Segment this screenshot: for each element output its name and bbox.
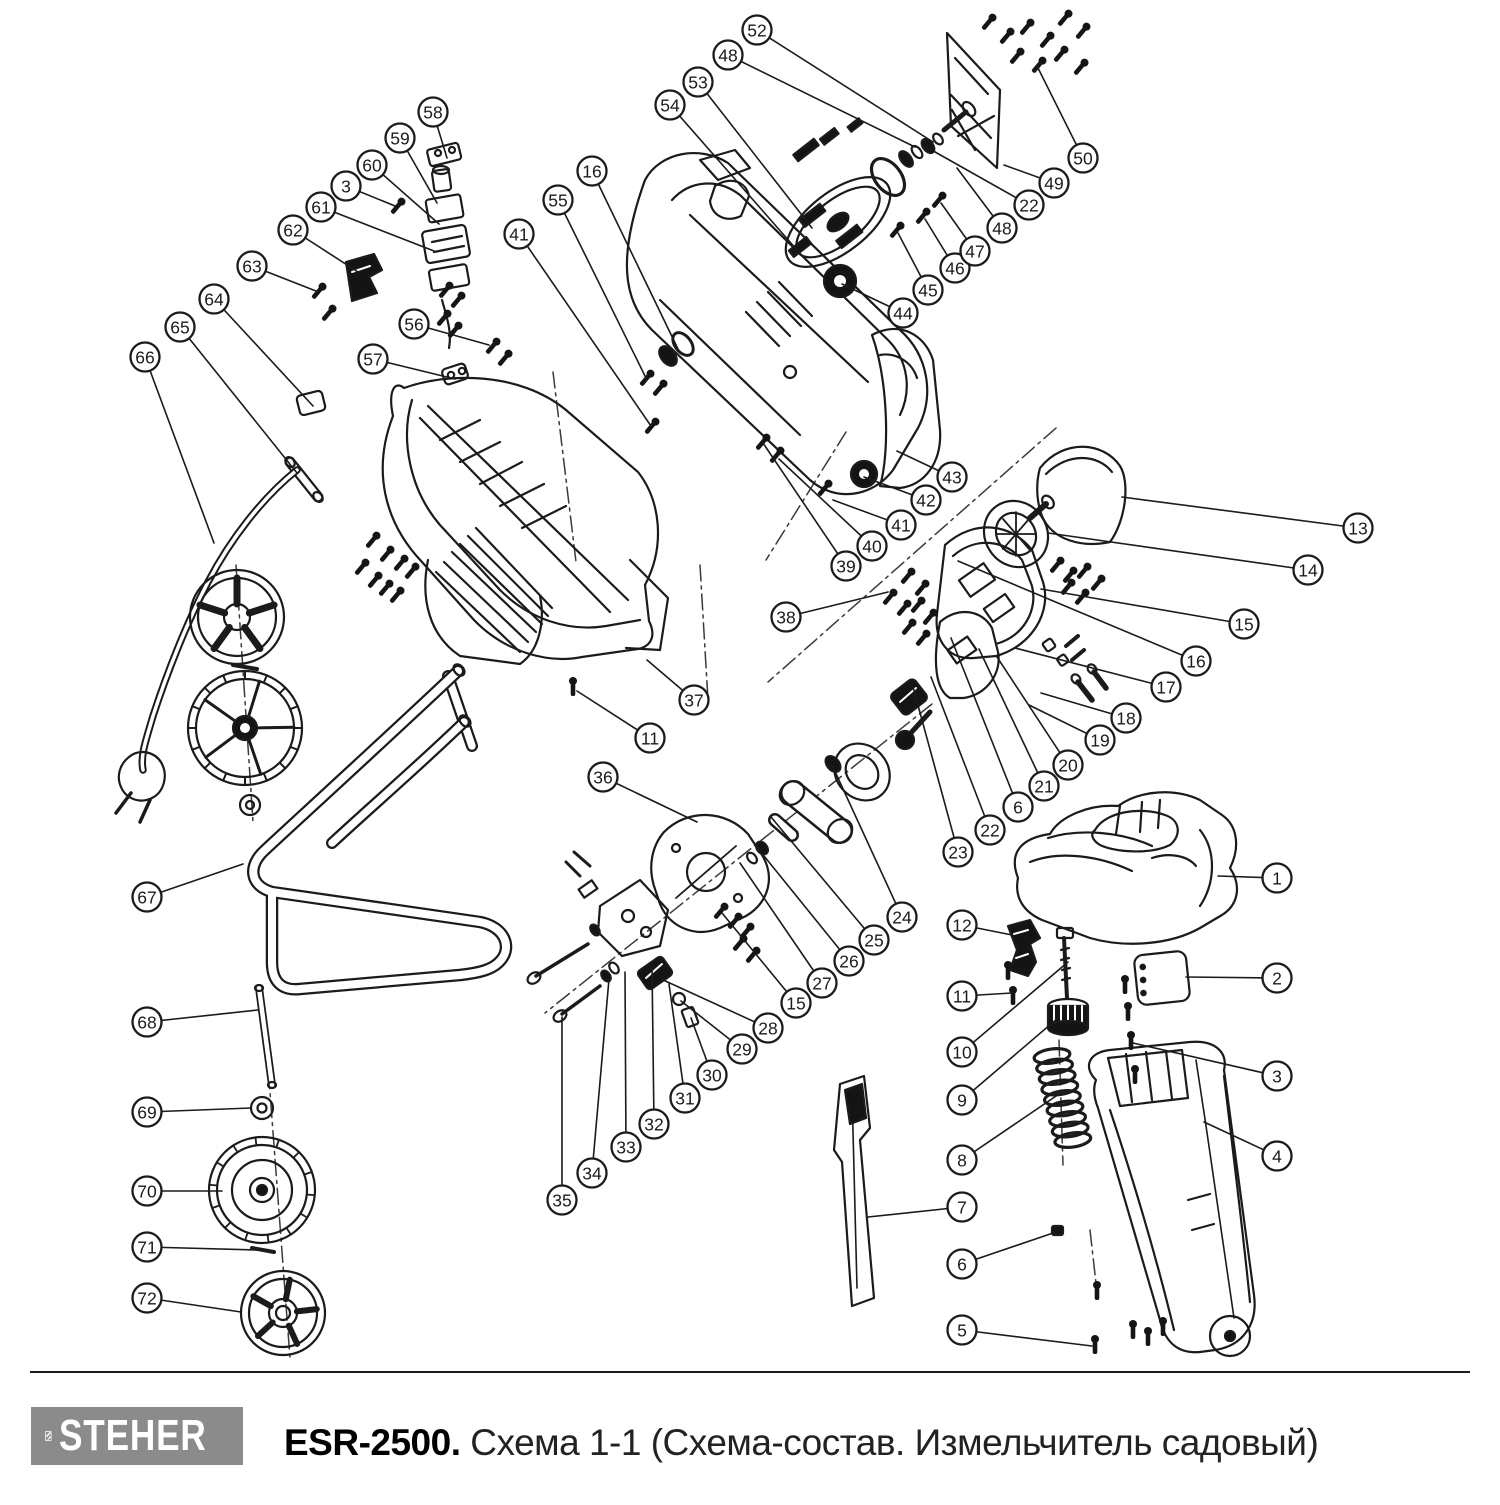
- screw: [1075, 561, 1093, 581]
- screw: [651, 378, 669, 398]
- callout-3-2: [1133, 1043, 1292, 1091]
- steher-stripes-icon: [45, 1417, 52, 1455]
- svg-text:11: 11: [640, 728, 660, 749]
- diagram-title: [284, 1422, 1318, 1464]
- svg-text:48: 48: [992, 218, 1012, 239]
- bracket-62: [346, 254, 382, 301]
- svg-text:59: 59: [390, 128, 410, 149]
- shaft-washers: [793, 118, 945, 201]
- svg-text:13: 13: [1348, 518, 1368, 539]
- callout-55-59: [544, 186, 648, 381]
- screw: [1159, 1317, 1167, 1336]
- callout-36-37: [589, 763, 698, 823]
- svg-text:53: 53: [688, 72, 708, 93]
- hopper-housing: [383, 378, 668, 749]
- svg-text:8: 8: [957, 1150, 967, 1171]
- callout-69-75: [133, 1098, 252, 1127]
- svg-text:67: 67: [137, 887, 157, 908]
- screw: [1018, 17, 1036, 37]
- svg-text:70: 70: [137, 1181, 157, 1202]
- svg-text:17: 17: [1156, 677, 1176, 698]
- footer-divider: [30, 1371, 1470, 1373]
- svg-text:62: 62: [283, 220, 303, 241]
- screw: [1074, 21, 1092, 41]
- screw: [895, 598, 913, 618]
- callout-37-38: [647, 660, 709, 715]
- svg-text:28: 28: [758, 1018, 778, 1039]
- svg-text:6: 6: [1013, 797, 1023, 818]
- callout-33-34: [612, 972, 641, 1162]
- svg-text:40: 40: [862, 536, 882, 557]
- flap-2: [1134, 950, 1191, 1005]
- svg-text:69: 69: [137, 1102, 157, 1123]
- callout-48-55: [714, 41, 916, 148]
- screw: [914, 206, 932, 226]
- cable-clamp-57: [441, 363, 469, 386]
- svg-text:5: 5: [957, 1320, 967, 1341]
- screw: [353, 557, 371, 577]
- callout-45-47: [898, 233, 943, 305]
- callout-39-41: [763, 443, 861, 581]
- top-housing: [1015, 792, 1237, 943]
- svg-text:63: 63: [242, 256, 262, 277]
- callout-labels: [131, 16, 1373, 1347]
- svg-text:47: 47: [965, 241, 985, 262]
- callout-62-66: [279, 216, 359, 273]
- screw: [914, 628, 932, 648]
- svg-text:12: 12: [952, 915, 972, 936]
- screw: [1121, 975, 1129, 994]
- callout-30-31: [691, 1018, 727, 1090]
- screw: [569, 677, 577, 696]
- callout-19-18: [1029, 705, 1115, 755]
- svg-text:43: 43: [942, 467, 962, 488]
- callout-26-26: [760, 851, 864, 976]
- screw: [1056, 8, 1074, 28]
- callout-15-14: [1041, 589, 1259, 639]
- callout-52-54: [743, 16, 934, 143]
- screw: [388, 585, 406, 605]
- screw: [1009, 986, 1017, 1005]
- svg-text:50: 50: [1073, 148, 1093, 169]
- callout-15-28: [722, 913, 811, 1018]
- callout-4-3: [1204, 1122, 1292, 1171]
- callout-32-33: [640, 965, 669, 1139]
- callout-12-11: [948, 911, 1013, 940]
- callout-13-12: [1122, 497, 1373, 543]
- screw: [1008, 46, 1026, 66]
- screw: [1048, 555, 1066, 575]
- pusher-stick: [834, 1076, 874, 1306]
- svg-text:25: 25: [864, 930, 884, 951]
- screw: [366, 570, 384, 590]
- svg-text:7: 7: [957, 1197, 967, 1218]
- screw: [377, 578, 395, 598]
- svg-text:36: 36: [593, 767, 613, 788]
- svg-text:39: 39: [836, 556, 856, 577]
- svg-text:6: 6: [957, 1254, 967, 1275]
- screw: [378, 544, 396, 564]
- svg-text:27: 27: [812, 973, 832, 994]
- callout-11-39: [577, 691, 665, 753]
- svg-text:35: 35: [552, 1190, 572, 1211]
- screw: [1124, 1002, 1132, 1021]
- screw: [816, 478, 834, 498]
- svg-text:10: 10: [952, 1042, 972, 1063]
- callout-38-40: [772, 592, 889, 632]
- callout-63-67: [238, 252, 317, 292]
- callout-5-4: [948, 1316, 1093, 1347]
- callout-27-27: [740, 863, 837, 998]
- svg-text:31: 31: [675, 1088, 695, 1109]
- svg-text:64: 64: [204, 289, 224, 310]
- screw: [881, 587, 899, 607]
- callout-22-22: [931, 677, 1005, 845]
- svg-text:46: 46: [945, 258, 965, 279]
- callout-50-53: [1037, 66, 1098, 173]
- funnel-body: [1089, 1042, 1255, 1356]
- callout-57-72: [359, 345, 456, 380]
- screw: [1038, 30, 1056, 50]
- callout-2-1: [1186, 964, 1292, 993]
- svg-text:65: 65: [170, 317, 190, 338]
- svg-text:15: 15: [1234, 614, 1254, 635]
- svg-text:68: 68: [137, 1012, 157, 1033]
- svg-text:26: 26: [839, 951, 859, 972]
- svg-text:37: 37: [684, 690, 704, 711]
- callout-20-19: [997, 657, 1083, 780]
- screw: [320, 303, 338, 323]
- screw: [1131, 1065, 1139, 1084]
- steher-logo: [31, 1407, 243, 1465]
- callout-7-6: [868, 1193, 977, 1222]
- screw: [392, 553, 410, 573]
- svg-text:56: 56: [404, 314, 424, 335]
- screw: [1091, 1335, 1099, 1354]
- screw: [389, 196, 407, 216]
- screw: [1052, 44, 1070, 64]
- svg-text:45: 45: [918, 280, 938, 301]
- logo-wordmark: STEHER: [58, 1411, 207, 1460]
- screw: [484, 336, 502, 356]
- callout-16-15: [958, 561, 1211, 676]
- svg-text:41: 41: [891, 515, 911, 536]
- screw: [744, 945, 762, 965]
- svg-text:55: 55: [548, 190, 568, 211]
- svg-text:21: 21: [1034, 776, 1054, 797]
- svg-text:19: 19: [1090, 730, 1110, 751]
- callout-23-23: [913, 687, 973, 867]
- svg-text:23: 23: [948, 842, 968, 863]
- svg-text:33: 33: [616, 1137, 636, 1158]
- callout-21-20: [979, 649, 1059, 801]
- callout-48-50: [957, 168, 1017, 243]
- screw: [1129, 1320, 1137, 1339]
- svg-text:2: 2: [1272, 968, 1282, 989]
- svg-text:42: 42: [916, 490, 936, 511]
- svg-text:15: 15: [786, 993, 806, 1014]
- svg-text:29: 29: [732, 1039, 752, 1060]
- schema-caption: Схема 1-1 (Схема-состав. Измельчитель садовый): [460, 1422, 1319, 1463]
- svg-text:22: 22: [1019, 195, 1039, 216]
- screw: [930, 190, 948, 210]
- screw: [900, 617, 918, 637]
- lock-bolt-10: [1057, 928, 1073, 998]
- svg-text:3: 3: [341, 176, 351, 197]
- svg-text:4: 4: [1272, 1146, 1282, 1167]
- screw: [496, 348, 514, 368]
- callout-11-10: [948, 982, 1013, 1011]
- svg-text:48: 48: [718, 45, 738, 66]
- svg-text:22: 22: [980, 820, 1000, 841]
- svg-text:18: 18: [1116, 708, 1136, 729]
- callout-61-65: [307, 193, 435, 252]
- svg-text:1: 1: [1272, 868, 1282, 889]
- svg-text:57: 57: [363, 349, 383, 370]
- svg-text:49: 49: [1044, 173, 1064, 194]
- callout-41-60: [505, 220, 652, 427]
- svg-text:16: 16: [1186, 651, 1206, 672]
- callout-54-57: [656, 91, 798, 251]
- screw: [712, 901, 730, 921]
- callout-6-5: [948, 1232, 1057, 1279]
- svg-text:52: 52: [747, 20, 767, 41]
- model-code: ESR-2500.: [284, 1422, 461, 1463]
- screw: [1030, 55, 1048, 75]
- axle-rod: [255, 985, 276, 1088]
- washer-69: [251, 1097, 273, 1119]
- screw: [403, 561, 421, 581]
- callout-34-35: [578, 979, 610, 1188]
- svg-text:58: 58: [423, 102, 443, 123]
- svg-text:66: 66: [135, 347, 155, 368]
- spring-8: [1033, 1047, 1091, 1150]
- screw: [899, 566, 917, 586]
- callout-29-30: [681, 1001, 757, 1064]
- screw: [913, 578, 931, 598]
- screw: [998, 26, 1016, 46]
- screw: [310, 281, 328, 301]
- screw: [638, 368, 656, 388]
- svg-text:16: 16: [582, 161, 602, 182]
- svg-text:11: 11: [952, 986, 972, 1007]
- svg-text:3: 3: [1272, 1066, 1282, 1087]
- screw: [1093, 1281, 1101, 1300]
- callout-14-13: [1048, 533, 1323, 585]
- mount-bracket: [944, 33, 1000, 168]
- knob-9: [1048, 999, 1088, 1035]
- latch-12: [1008, 920, 1040, 976]
- svg-text:14: 14: [1298, 560, 1318, 581]
- svg-text:71: 71: [137, 1237, 157, 1258]
- svg-text:20: 20: [1058, 755, 1078, 776]
- svg-text:44: 44: [893, 303, 913, 324]
- svg-text:34: 34: [582, 1163, 602, 1184]
- callout-6-21: [951, 638, 1033, 822]
- screw: [909, 595, 927, 615]
- callout-67-73: [133, 864, 244, 912]
- svg-text:32: 32: [644, 1114, 664, 1135]
- callout-42-44: [864, 477, 941, 515]
- svg-text:24: 24: [892, 907, 912, 928]
- svg-text:9: 9: [957, 1090, 967, 1111]
- callout-64-68: [200, 285, 314, 407]
- screw: [888, 220, 906, 240]
- callout-65-69: [166, 313, 298, 474]
- callout-72-78: [133, 1284, 242, 1313]
- screw: [980, 12, 998, 32]
- callout-68-74: [133, 1008, 259, 1037]
- screw: [364, 530, 382, 550]
- screw: [1144, 1327, 1152, 1346]
- screw: [1072, 57, 1090, 77]
- svg-text:72: 72: [137, 1288, 157, 1309]
- callout-66-70: [131, 343, 215, 544]
- svg-text:41: 41: [509, 224, 529, 245]
- svg-text:54: 54: [660, 95, 680, 116]
- svg-text:61: 61: [311, 197, 331, 218]
- svg-text:60: 60: [362, 155, 382, 176]
- svg-text:30: 30: [702, 1065, 722, 1086]
- wheel-cap-72: [241, 1271, 325, 1355]
- callout-70-76: [133, 1177, 223, 1206]
- callout-35-36: [548, 1017, 577, 1215]
- screw: [449, 290, 467, 310]
- callout-60-63: [358, 151, 440, 225]
- svg-text:38: 38: [776, 607, 796, 628]
- screw: [1089, 573, 1107, 593]
